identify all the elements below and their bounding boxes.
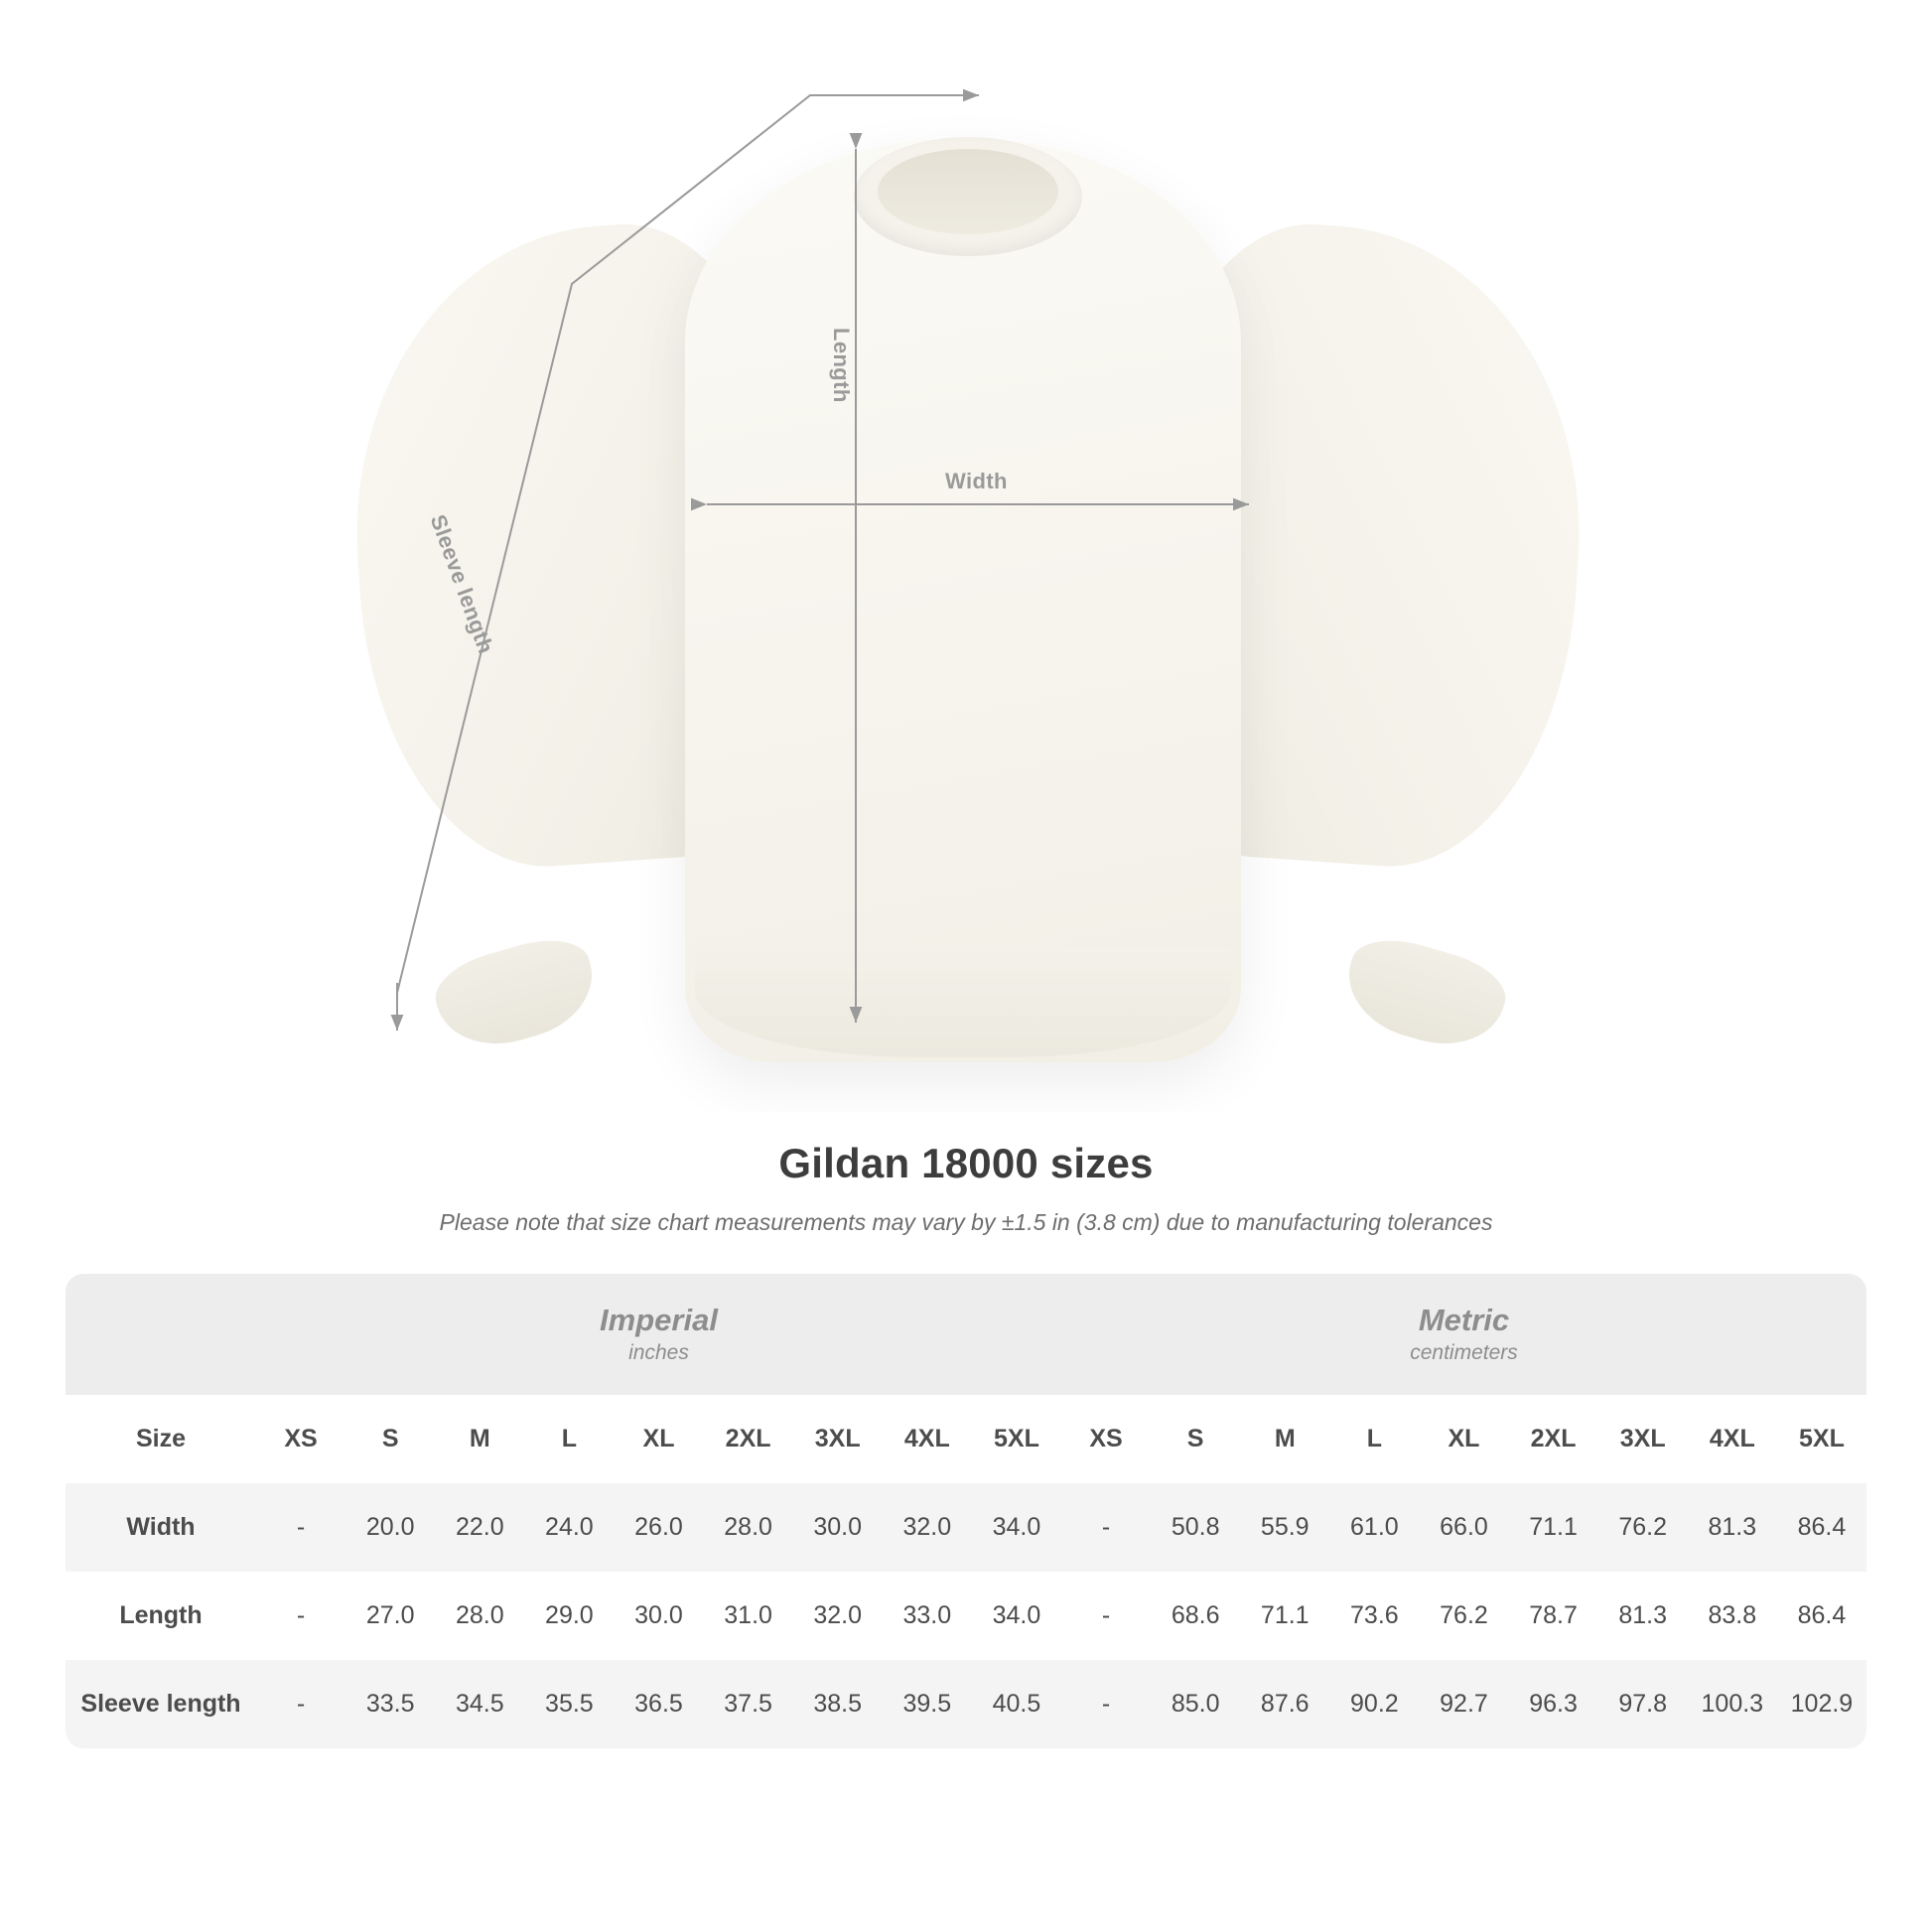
cell-width-imperial-l: 24.0 bbox=[524, 1483, 614, 1572]
cell-sleeve-metric-2xl: 96.3 bbox=[1509, 1660, 1598, 1748]
unit-sub-imperial: inches bbox=[628, 1340, 689, 1364]
cell-sleeve-metric-s: 85.0 bbox=[1151, 1660, 1240, 1748]
size-header-label: Size bbox=[66, 1395, 256, 1483]
cell-sleeve-imperial-4xl: 39.5 bbox=[883, 1660, 972, 1748]
chart-heading bbox=[0, 1140, 1932, 1236]
unit-cell-metric bbox=[1061, 1274, 1866, 1395]
cell-sleeve-metric-4xl: 100.3 bbox=[1688, 1660, 1777, 1748]
size-header-imperial-5xl: 5XL bbox=[972, 1395, 1061, 1483]
cell-length-metric-xs: - bbox=[1061, 1572, 1151, 1660]
unit-sub-metric: centimeters bbox=[1410, 1340, 1518, 1364]
cell-sleeve-imperial-l: 35.5 bbox=[524, 1660, 614, 1748]
unit-header-row bbox=[66, 1274, 1866, 1395]
size-header-metric-m: M bbox=[1240, 1395, 1329, 1483]
size-header-imperial-4xl: 4XL bbox=[883, 1395, 972, 1483]
unit-name-imperial: Imperial bbox=[600, 1303, 718, 1337]
length-label: Length bbox=[829, 328, 854, 403]
cell-length-imperial-m: 28.0 bbox=[435, 1572, 524, 1660]
size-header-metric-xs: XS bbox=[1061, 1395, 1151, 1483]
cell-width-metric-m: 55.9 bbox=[1240, 1483, 1329, 1572]
row-label-sleeve-length: Sleeve length bbox=[66, 1660, 256, 1748]
size-header-imperial-xs: XS bbox=[256, 1395, 345, 1483]
row-label-width: Width bbox=[66, 1483, 256, 1572]
cell-width-metric-xs: - bbox=[1061, 1483, 1151, 1572]
cell-width-metric-xl: 66.0 bbox=[1419, 1483, 1508, 1572]
cell-sleeve-metric-5xl: 102.9 bbox=[1777, 1660, 1866, 1748]
cell-length-imperial-2xl: 31.0 bbox=[704, 1572, 793, 1660]
size-header-metric-4xl: 4XL bbox=[1688, 1395, 1777, 1483]
size-table bbox=[66, 1274, 1866, 1748]
unit-name-metric: Metric bbox=[1418, 1303, 1510, 1337]
page-title: Gildan 18000 sizes bbox=[778, 1140, 1154, 1186]
sleeve-length-label: Sleeve length bbox=[425, 511, 499, 657]
cell-length-metric-2xl: 78.7 bbox=[1509, 1572, 1598, 1660]
size-header-metric-5xl: 5XL bbox=[1777, 1395, 1866, 1483]
size-header-metric-l: L bbox=[1329, 1395, 1419, 1483]
cell-width-imperial-xl: 26.0 bbox=[614, 1483, 703, 1572]
cell-sleeve-metric-3xl: 97.8 bbox=[1598, 1660, 1688, 1748]
tolerance-note: Please note that size chart measurements may vary by ±1.5 in (3.8 cm) due to manufacturing tolerances bbox=[439, 1209, 1493, 1235]
size-header-metric-3xl: 3XL bbox=[1598, 1395, 1688, 1483]
cell-width-metric-5xl: 86.4 bbox=[1777, 1483, 1866, 1572]
cell-length-imperial-l: 29.0 bbox=[524, 1572, 614, 1660]
cell-length-metric-l: 73.6 bbox=[1329, 1572, 1419, 1660]
cell-width-imperial-3xl: 30.0 bbox=[793, 1483, 883, 1572]
cell-length-imperial-xl: 30.0 bbox=[614, 1572, 703, 1660]
unit-cell-imperial bbox=[256, 1274, 1061, 1395]
size-header-imperial-xl: XL bbox=[614, 1395, 703, 1483]
cell-width-metric-2xl: 71.1 bbox=[1509, 1483, 1598, 1572]
cell-sleeve-imperial-2xl: 37.5 bbox=[704, 1660, 793, 1748]
cell-sleeve-imperial-m: 34.5 bbox=[435, 1660, 524, 1748]
cell-width-imperial-2xl: 28.0 bbox=[704, 1483, 793, 1572]
cell-width-imperial-xs: - bbox=[256, 1483, 345, 1572]
cell-width-metric-s: 50.8 bbox=[1151, 1483, 1240, 1572]
cell-width-imperial-s: 20.0 bbox=[345, 1483, 435, 1572]
cell-sleeve-imperial-xs: - bbox=[256, 1660, 345, 1748]
table-row bbox=[66, 1483, 1866, 1572]
size-header-imperial-2xl: 2XL bbox=[704, 1395, 793, 1483]
cell-length-imperial-s: 27.0 bbox=[345, 1572, 435, 1660]
cell-sleeve-metric-l: 90.2 bbox=[1329, 1660, 1419, 1748]
unit-spacer-cell bbox=[66, 1274, 256, 1395]
cell-sleeve-imperial-xl: 36.5 bbox=[614, 1660, 703, 1748]
size-header-metric-s: S bbox=[1151, 1395, 1240, 1483]
cell-length-metric-s: 68.6 bbox=[1151, 1572, 1240, 1660]
cell-length-imperial-4xl: 33.0 bbox=[883, 1572, 972, 1660]
cell-sleeve-metric-xs: - bbox=[1061, 1660, 1151, 1748]
width-label: Width bbox=[945, 469, 1008, 493]
table-row bbox=[66, 1660, 1866, 1748]
cell-width-imperial-5xl: 34.0 bbox=[972, 1483, 1061, 1572]
cell-width-imperial-m: 22.0 bbox=[435, 1483, 524, 1572]
size-header-metric-xl: XL bbox=[1419, 1395, 1508, 1483]
cell-length-metric-5xl: 86.4 bbox=[1777, 1572, 1866, 1660]
cell-width-imperial-4xl: 32.0 bbox=[883, 1483, 972, 1572]
size-header-imperial-m: M bbox=[435, 1395, 524, 1483]
sleeve-dimension-line bbox=[397, 95, 971, 1023]
cell-width-metric-3xl: 76.2 bbox=[1598, 1483, 1688, 1572]
cell-length-imperial-3xl: 32.0 bbox=[793, 1572, 883, 1660]
size-table-container bbox=[66, 1274, 1866, 1748]
cell-sleeve-metric-m: 87.6 bbox=[1240, 1660, 1329, 1748]
cell-sleeve-metric-xl: 92.7 bbox=[1419, 1660, 1508, 1748]
size-header-imperial-3xl: 3XL bbox=[793, 1395, 883, 1483]
cell-sleeve-imperial-3xl: 38.5 bbox=[793, 1660, 883, 1748]
size-header-row bbox=[66, 1395, 1866, 1483]
row-label-length: Length bbox=[66, 1572, 256, 1660]
cell-width-metric-l: 61.0 bbox=[1329, 1483, 1419, 1572]
size-header-metric-2xl: 2XL bbox=[1509, 1395, 1598, 1483]
cell-length-metric-4xl: 83.8 bbox=[1688, 1572, 1777, 1660]
size-header-imperial-s: S bbox=[345, 1395, 435, 1483]
cell-sleeve-imperial-s: 33.5 bbox=[345, 1660, 435, 1748]
cell-sleeve-imperial-5xl: 40.5 bbox=[972, 1660, 1061, 1748]
table-row bbox=[66, 1572, 1866, 1660]
cell-width-metric-4xl: 81.3 bbox=[1688, 1483, 1777, 1572]
cell-length-metric-m: 71.1 bbox=[1240, 1572, 1329, 1660]
cell-length-metric-xl: 76.2 bbox=[1419, 1572, 1508, 1660]
cell-length-imperial-5xl: 34.0 bbox=[972, 1572, 1061, 1660]
cell-length-metric-3xl: 81.3 bbox=[1598, 1572, 1688, 1660]
size-header-imperial-l: L bbox=[524, 1395, 614, 1483]
cell-length-imperial-xs: - bbox=[256, 1572, 345, 1660]
